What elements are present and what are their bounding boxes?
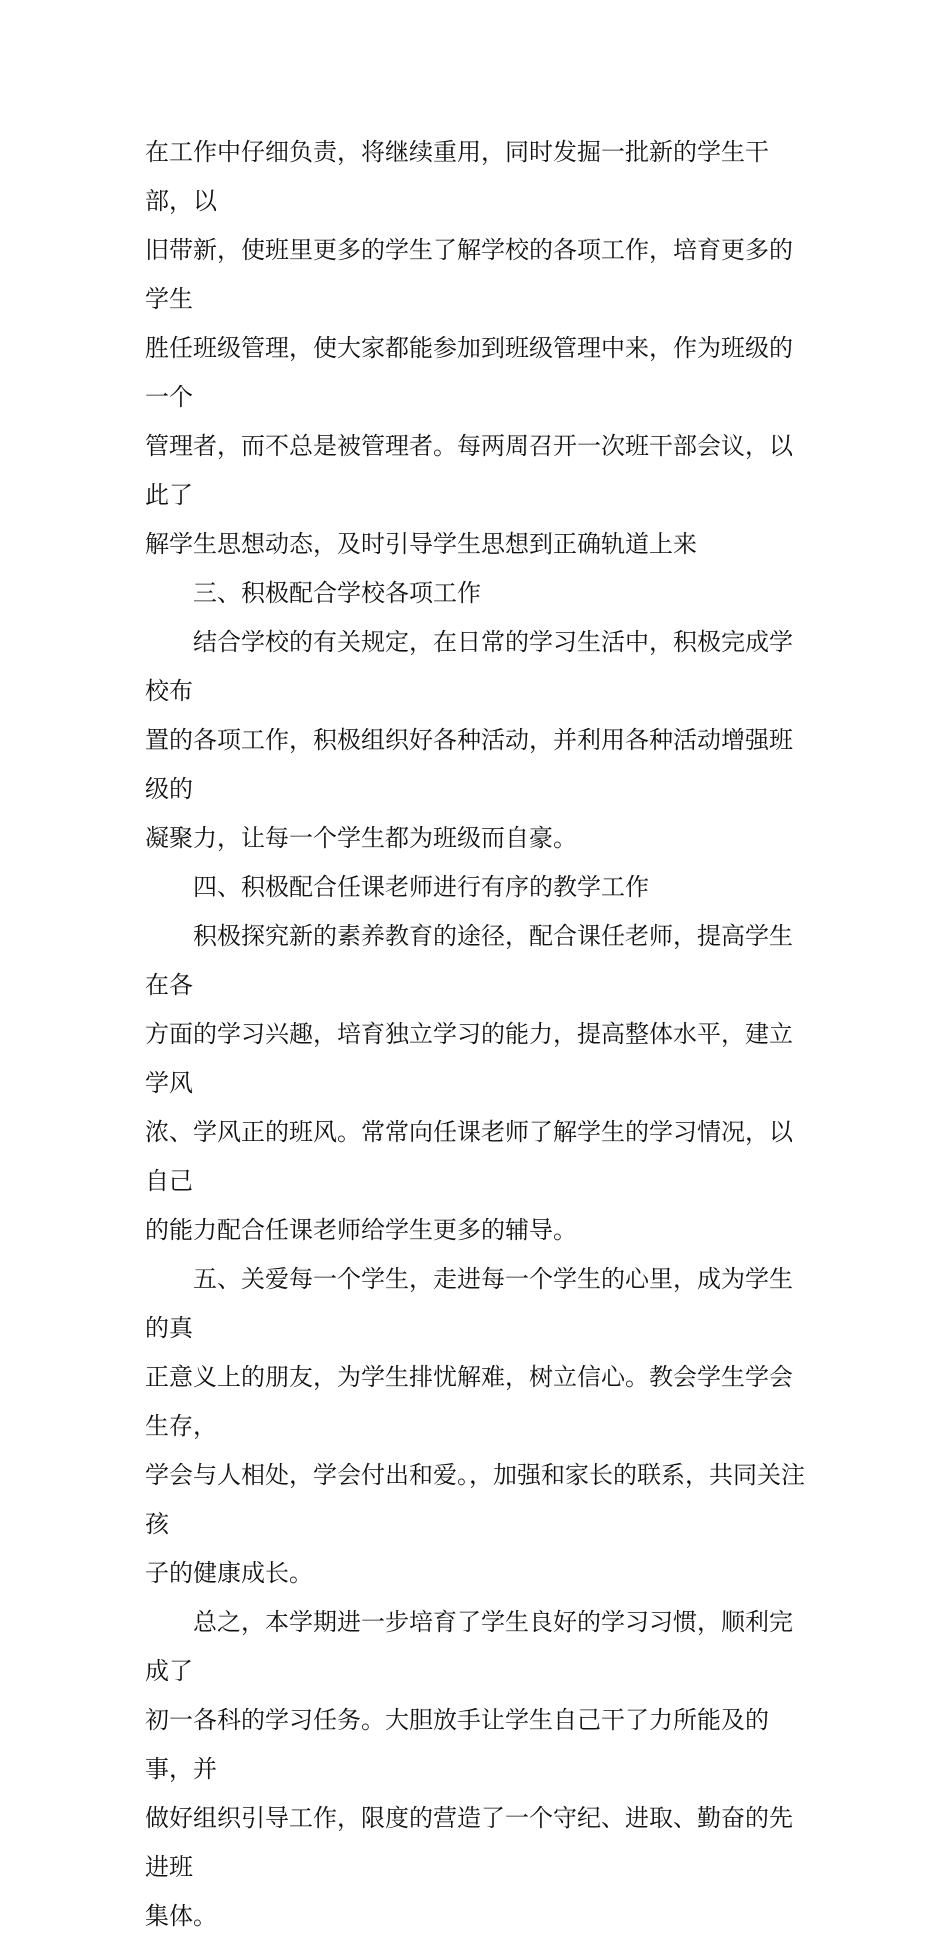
paragraph-school-work: 结合学校的有关规定，在日常的学习生活中，积极完成学校布 置的各项工作，积极组织好各种活动，并利用各种活动增强班级的 凝聚力，让每一个学生都为班级而自豪。 (145, 628, 793, 852)
section-heading-four: 四、积极配合任课老师进行有序的教学工作 (193, 873, 649, 901)
paragraph-teaching-work: 积极探究新的素养教育的途径，配合课任老师，提高学生在各 方面的学习兴趣，培育独立学习的能力，提高整体水平，建立学风 浓、学风正的班风。常常向任课老师了解学生的学习情况，以自己 的能力配合任课老师给学生更多的辅导。 (145, 922, 793, 1244)
paragraph-continuation: 在工作中仔细负责，将继续重用，同时发掘一批新的学生干部，以 旧带新，使班里更多的学生了解学校的各项工作，培育更多的学生 胜任班级管理，使大家都能参加到班级管理中来，作为班级的一个 管理者，而不总是被管理者。每两周召开一次班干部会议，以此了 解学生思想动态，及时引导学生思想到正确轨道上来 (145, 138, 793, 558)
paragraph-summary: 总之，本学期进一步培育了学生良好的学习习惯，顺利完成了 初一各科的学习任务。大胆放手让学生自己干了力所能及的事，并 做好组织引导工作，限度的营造了一个守纪、进取、勤奋的先进班 集体。 (145, 1608, 793, 1930)
section-heading-three: 三、积极配合学校各项工作 (193, 579, 481, 607)
document-body (145, 128, 809, 1941)
paragraph-care-students: 五、关爱每一个学生，走进每一个学生的心里，成为学生的真 正意义上的朋友，为学生排忧解难，树立信心。教会学生学会生存， 学会与人相处，学会付出和爱。，加强和家长的联系，共同关注孩 子的健康成长。 (145, 1265, 805, 1587)
